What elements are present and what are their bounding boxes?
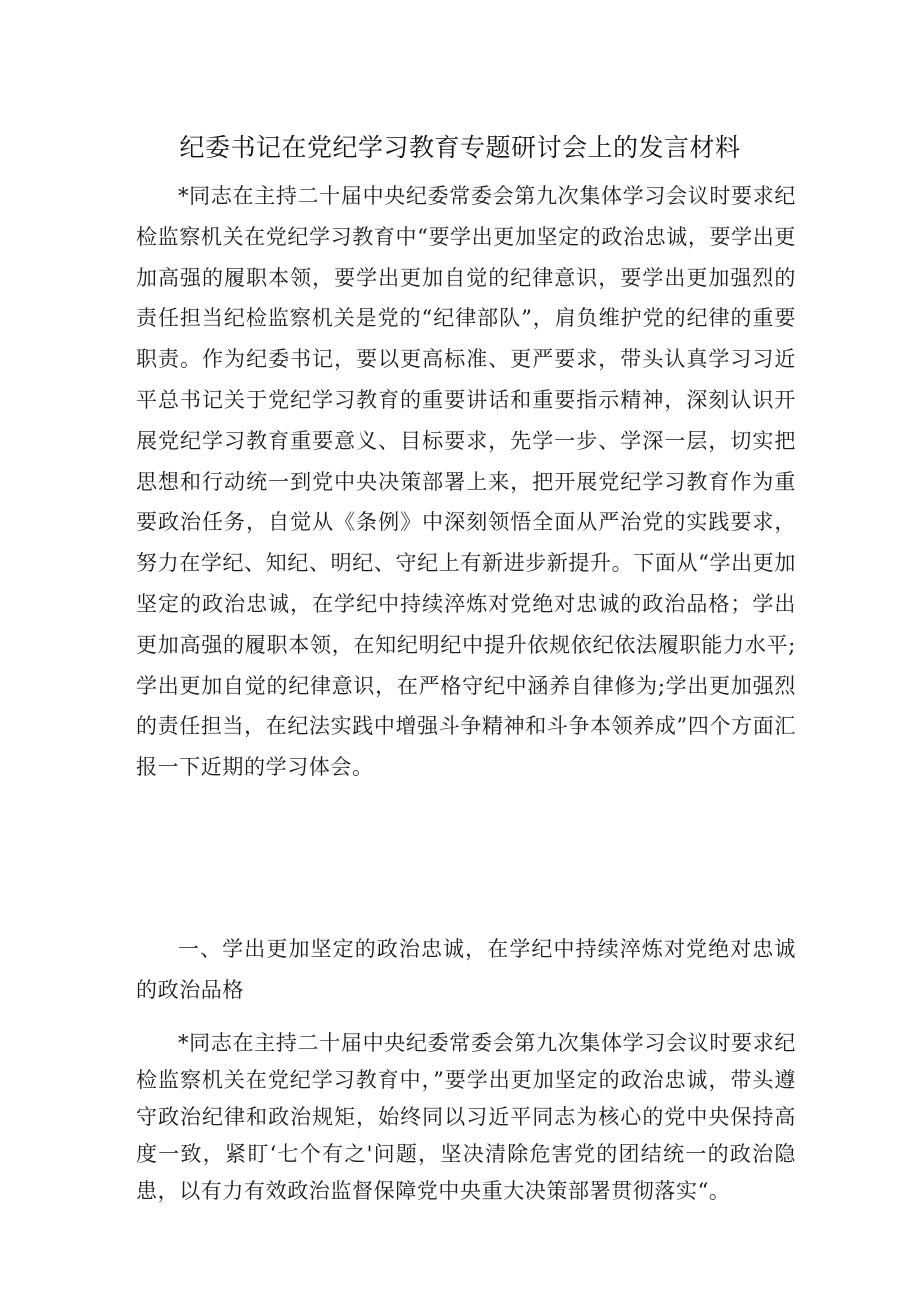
section-paragraph: *同志在主持二十届中央纪委常委会第九次集体学习会议时要求纪检监察机关在党纪学习教育中，”要学出更加坚定的政治忠诚，带头遵守政治纪律和政治规矩，始终同以习近平同志为核心的党中央保持高度一致，紧盯‘七个有之'问题，坚决清除危害党的团结统一的政治隐患，以有力有效政治监督保障党中央重大决策部署贯彻落实“。 — [136, 1031, 796, 1203]
document-title: 纪委书记在党纪学习教育专题研讨会上的发言材料 — [179, 133, 741, 162]
intro-paragraph: *同志在主持二十届中央纪委常委会第九次集体学习会议时要求纪检监察机关在党纪学习教育中“要学出更加坚定的政治忠诚，要学出更加高强的履职本领，要学出更加自觉的纪律意识，要学出更加强烈的责任担当纪检监察机关是党的“纪律部队”，肩负维护党的纪律的重要职责。作为纪委书记，要以更高标准、更严要求，带头认真学习习近平总书记关于党纪学习教育的重要讲话和重要指示精神，深刻认识开展党纪学习教育重要意义、目标要求，先学一步、学深一层，切实把思想和行动统一到党中央决策部署上来，把开展党纪学习教育作为重要政治任务，自觉从《条例》中深刻领悟全面从严治党的实践要求，努力在学纪、知纪、明纪、守纪上有新进步新提升。下面从“学出更加坚定的政治忠诚，在学纪中持续淬炼对党绝对忠诚的政治品格；学出更加高强的履职本领，在知纪明纪中提升依规依纪依法履职能力水平;学出更加自觉的纪律意识，在严格守纪中涵养自律修为;学出更加强烈的责任担当，在纪法实践中增强斗争精神和斗争本领养成”四个方面汇报一下近期的学习体会。 — [136, 184, 796, 780]
section-heading: 一、学出更加坚定的政治忠诚，在学纪中持续淬炼对党绝对忠诚的政治品格 — [136, 937, 796, 1002]
